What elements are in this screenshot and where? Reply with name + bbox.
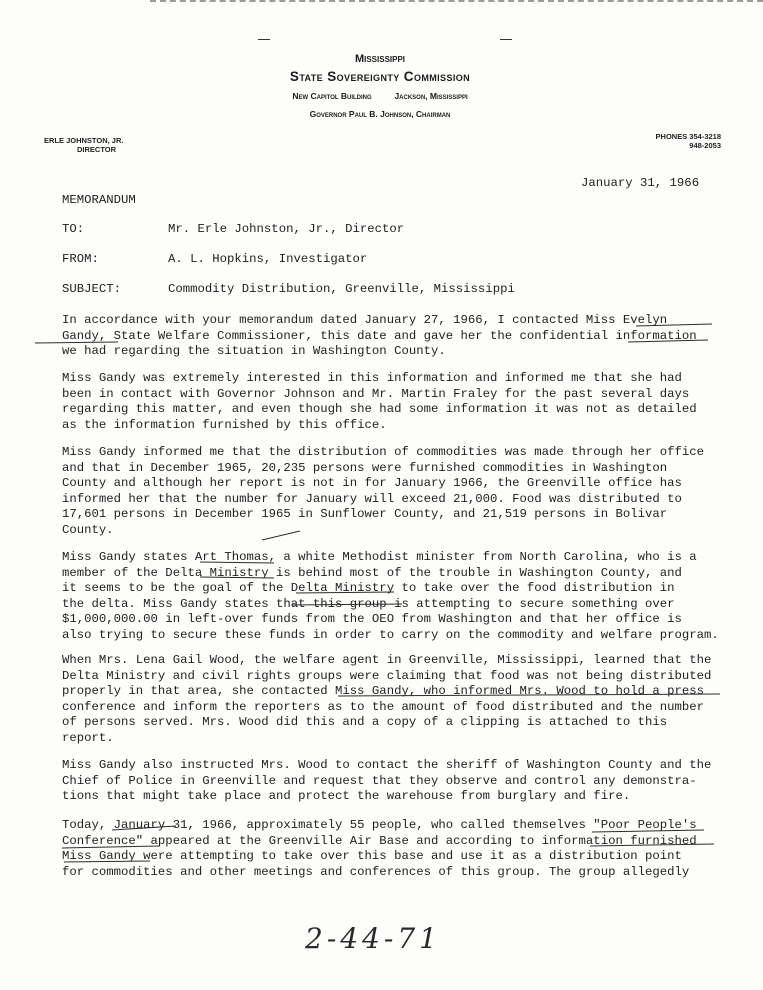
text-line: tions that might take place and protect the warehouse from burglary and fire. (62, 789, 631, 803)
phones-primary: PHONES 354-3218 (655, 132, 721, 141)
underline-mark (200, 562, 274, 563)
text-line: report. (62, 730, 114, 745)
to-label: TO: (62, 222, 85, 236)
letterhead-state: Mississippi (354, 53, 406, 65)
text-line: Today, January 31, 1966, approximately 55 people, who called themselves "Poor People's (62, 818, 697, 832)
text-line: 17,601 persons in December 1965 in Sunflower County, and 21,519 persons in Bolivar (62, 507, 668, 521)
text-line: of persons served. Mrs. Wood did this and a copy of a clipping is attached to this (62, 715, 668, 729)
text-line: Gandy, State Welfare Commissioner, this date and gave her the confidential information (62, 328, 697, 343)
text-line: Conference" appeared at the Greenville Air Base and according to information furnished (62, 833, 697, 848)
text-line: $1,000,000.00 in left-over funds from the OEO from Washington and that her office is (62, 612, 682, 626)
text-line: been in contact with Governor Johnson and Mr. Martin Fraley for the past several days (62, 386, 690, 401)
underline-mark (64, 861, 150, 862)
text-line: member of the Delta Ministry is behind most of the trouble in Washington County, and (62, 565, 682, 580)
underline-mark (62, 846, 160, 848)
annotation-mark (262, 531, 300, 540)
text-line: as the information furnished by this office. (62, 417, 387, 432)
memo-date: January 31, 1966 (581, 176, 700, 190)
text-line: Delta Ministry and civil rights groups were claiming that food was not being distributed (62, 668, 712, 683)
text-line: Miss Gandy states Art Thomas, a white Methodist minister from North Carolina, who is a (62, 550, 697, 564)
text-line: it seems to be the goal of the Delta Ministry to take over the food distribution in (62, 581, 675, 595)
text-line: and that in December 1965, 20,235 persons were furnished commodities in Washington (62, 460, 668, 475)
underline-mark (296, 592, 394, 593)
text-line: In accordance with your memorandum dated January 27, 1966, I contacted Miss Evelyn (62, 313, 668, 327)
text-line: properly in that area, she contacted Miss Gandy, who informed Mrs. Wood to hold a press (62, 684, 705, 698)
underline-mark (112, 826, 176, 830)
letterhead-building: New Capitol Building (292, 91, 372, 101)
letterhead-city: Jackson, Mississippi (394, 91, 468, 101)
strike-mark (292, 604, 402, 605)
text-line: also trying to secure these funds in order to carry on the commodity and welfare program. (62, 627, 719, 642)
phones-secondary: 948-2053 (689, 141, 721, 150)
text-line: the delta. Miss Gandy states that this group is attempting to secure something over (62, 596, 675, 611)
director-title: DIRECTOR (77, 145, 117, 154)
text-line: When Mrs. Lena Gail Wood, the welfare agent in Greenville, Mississippi, learned that the (62, 653, 712, 667)
underline-mark (636, 324, 712, 326)
text-line: regarding this matter, and even though she had some information it was not as detailed (62, 402, 697, 416)
strike-mark (338, 694, 720, 696)
underline-mark (200, 577, 274, 578)
text-line: County. (62, 522, 114, 537)
text-line: Miss Gandy also instructed Mrs. Wood to contact the sheriff of Washington County and the (62, 758, 712, 772)
underline-mark (590, 844, 714, 846)
text-line: County and although her report is not in for January 1966, the Greenville office has (62, 476, 682, 490)
letterhead-commission: State Sovereignty Commission (289, 69, 471, 84)
text-line: for commodities and other meetings and conferences of this group. The group allegedly (62, 864, 690, 879)
underline-mark (35, 342, 118, 343)
underline-mark (592, 830, 704, 832)
letterhead-governor: Governor Paul B. Johnson, Chairman (309, 109, 451, 119)
underline-mark (628, 340, 708, 342)
text-line: conference and inform the reporters as to the amount of food distributed and the number (62, 699, 705, 714)
from-value: A. L. Hopkins, Investigator (168, 252, 368, 266)
text-line: Miss Gandy informed me that the distribution of commodities was made through her office (62, 445, 705, 459)
text-line: Chief of Police in Greenville and request that they observe and control any demonstra- (62, 773, 697, 788)
text-line: we had regarding the situation in Washington County. (62, 344, 446, 358)
to-value: Mr. Erle Johnston, Jr., Director (168, 222, 405, 236)
handwritten-file-number: 2-44-71 (305, 922, 441, 955)
director-name: ERLE JOHNSTON, JR. (44, 136, 124, 145)
subject-value: Commodity Distribution, Greenville, Mississippi (168, 282, 515, 296)
text-line: Miss Gandy was extremely interested in this information and informed me that she had (62, 371, 682, 385)
text-line: informed her that the number for January will exceed 21,000. Food was distributed to (62, 491, 682, 506)
from-label: FROM: (62, 252, 99, 266)
text-line: Miss Gandy were attempting to take over this base and use it as a distribution point (62, 849, 682, 863)
memo-heading: MEMORANDUM (62, 193, 136, 207)
subject-label: SUBJECT: (62, 282, 122, 296)
